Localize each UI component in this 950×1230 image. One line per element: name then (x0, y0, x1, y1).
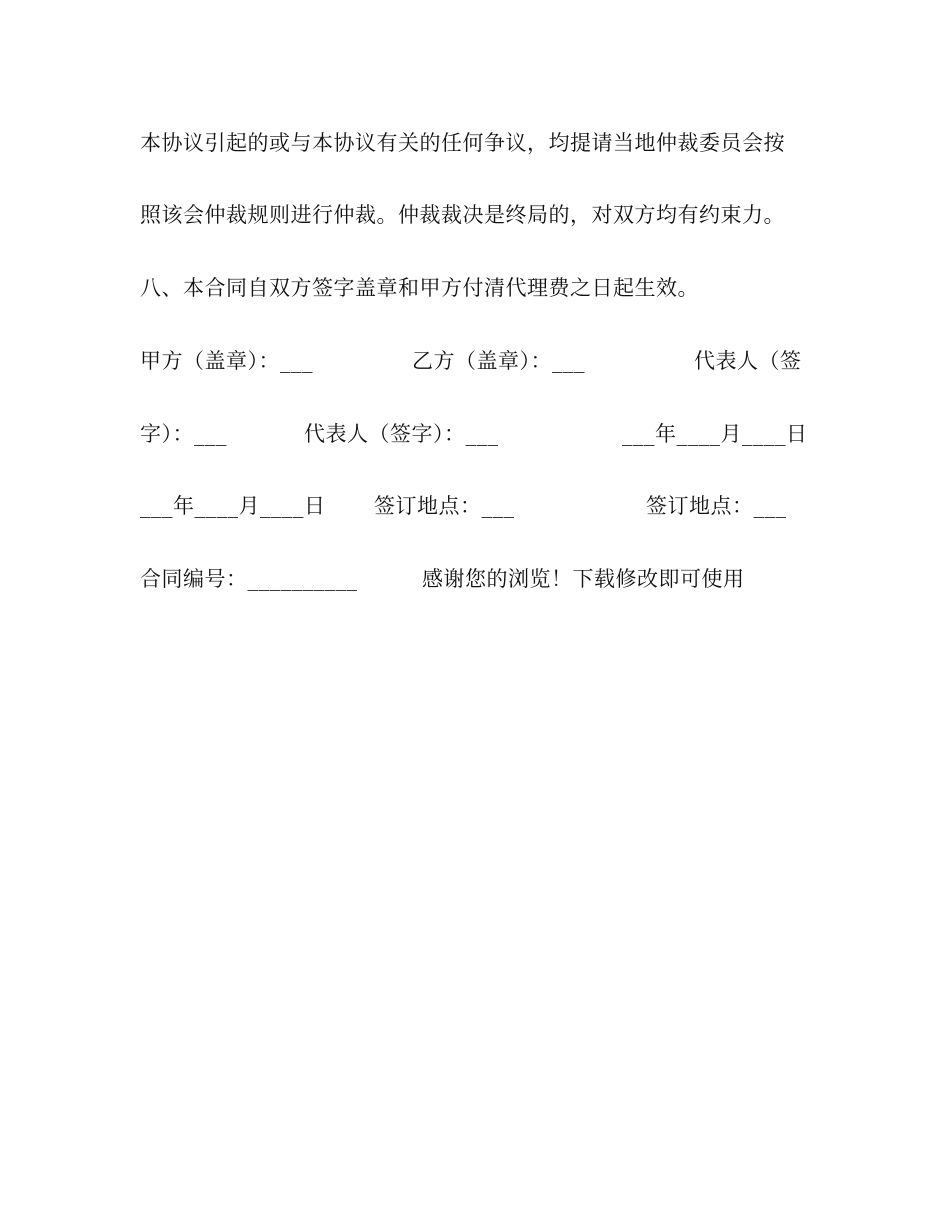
paragraph-arbitration-2 (140, 201, 820, 229)
signing-place-b-label: 签订地点：___ (646, 494, 787, 518)
representative-b-sign-label: 代表人（签字）：___ (304, 422, 499, 446)
representative-a-sign-label-start: 代表人（签 (694, 349, 802, 373)
paragraph-text: 本协议引起的或与本协议有关的任何争议，均提请当地仲裁委员会按 (140, 131, 785, 155)
representative-a-sign-label-end: 字）：___ (140, 422, 227, 446)
party-a-seal-label: 甲方（盖章）：___ (140, 349, 313, 373)
contract-number-label: 合同编号：__________ (140, 567, 358, 591)
clause-text: 八、本合同自双方签字盖章和甲方付清代理费之日起生效。 (140, 276, 699, 300)
party-b-seal-label: 乙方（盖章）：___ (412, 349, 585, 373)
thanks-note: 感谢您的浏览！下载修改即可使用 (422, 567, 745, 591)
paragraph-arbitration-1 (140, 129, 820, 157)
date-b-label: ___年____月____日 (622, 422, 808, 446)
signing-place-a-label: 签订地点：___ (374, 494, 515, 518)
paragraph-text: 照该会仲裁规则进行仲裁。仲裁裁决是终局的，对双方均有约束力。 (140, 203, 785, 227)
date-a-label: ___年____月____日 (140, 494, 326, 518)
clause-eight (140, 274, 820, 302)
